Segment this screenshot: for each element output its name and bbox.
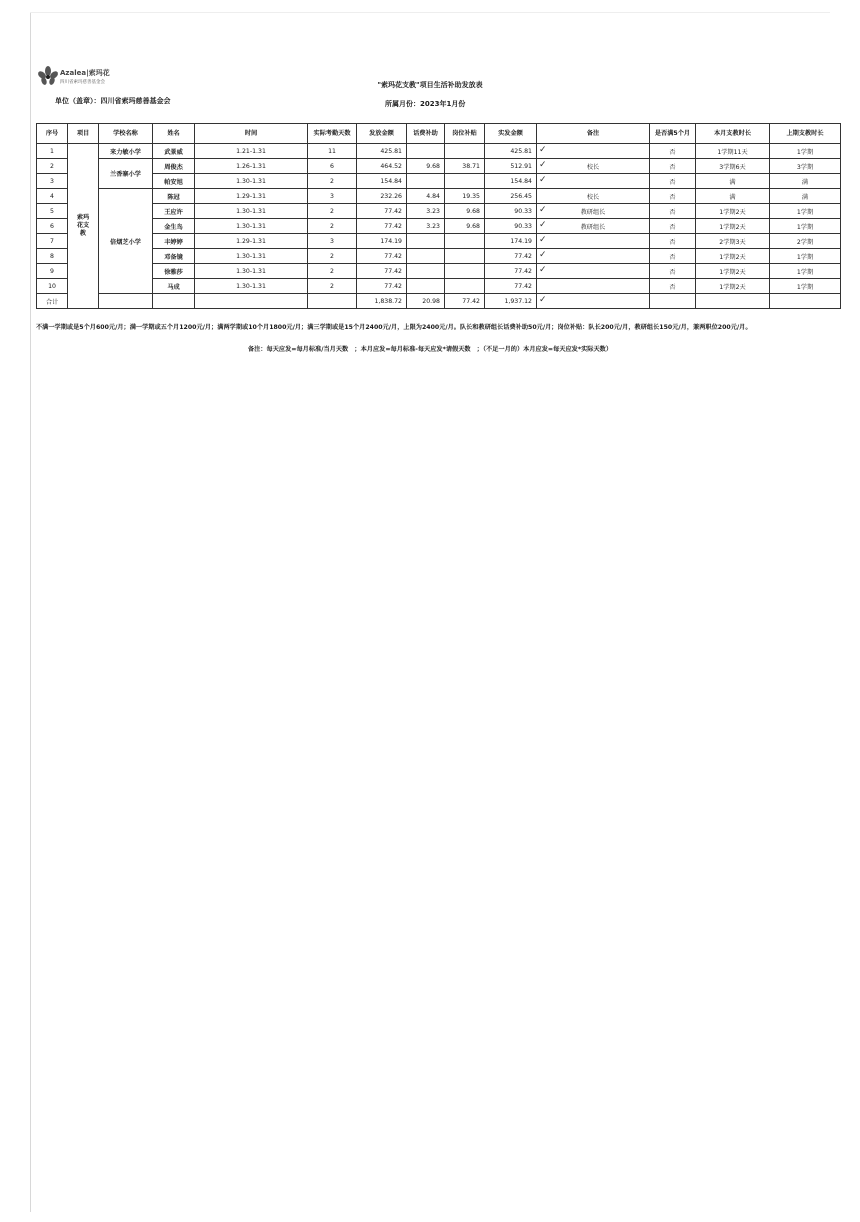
cell-actual: 256.45 (485, 189, 537, 204)
cell-this-term: 1学期2天 (696, 219, 770, 234)
cell-actual: 174.19 (485, 234, 537, 249)
table-row (37, 264, 841, 279)
cell-over5: 否 (650, 249, 696, 264)
document-title: "索玛花支教"项目生活补助发放表 (377, 81, 483, 89)
table-row (37, 189, 841, 204)
cell-over5: 否 (650, 219, 696, 234)
cell-seq: 9 (37, 264, 68, 279)
cell-total-actual: 1,937.12 (485, 294, 537, 309)
cell-last-term: 1学期 (770, 219, 841, 234)
standard-note: 不满一学期或是5个月600元/月；满一学期或五个月1200元/月；满两学期或10个月1800元/月；满三学期或是15个月2400元/月，上限为2400元/月。队长和教研组长话费补助50元/月；岗位补贴：队长200元/月，教研组长150元/月，兼两职位200元/月。 (36, 324, 752, 331)
header-name: 姓名 (153, 124, 195, 144)
cell-actual: 77.42 (485, 249, 537, 264)
cell-seq: 1 (37, 144, 68, 159)
cell-remark (537, 249, 650, 264)
cell-remark (537, 174, 650, 189)
check-mark-icon: ✓ (539, 265, 547, 275)
check-mark-icon: ✓ (539, 160, 547, 170)
cell-phone (407, 144, 445, 159)
cell-seq: 6 (37, 219, 68, 234)
table-row (37, 279, 841, 294)
table-row (37, 144, 841, 159)
cell-this-term: 1学期2天 (696, 204, 770, 219)
unit-line: 单位（盖章）：四川省索玛慈善基金会 (55, 97, 171, 105)
cell-post (445, 234, 485, 249)
cell-remark (537, 144, 650, 159)
table-row (37, 249, 841, 264)
header-amount: 发放金额 (357, 124, 407, 144)
cell-time: 1.30-1.31 (195, 249, 308, 264)
cell-over5: 否 (650, 264, 696, 279)
cell-phone: 3.23 (407, 219, 445, 234)
cell-post (445, 144, 485, 159)
cell-post: 38.71 (445, 159, 485, 174)
header-remark: 备注 (537, 124, 650, 144)
cell-phone (407, 234, 445, 249)
cell-seq: 5 (37, 204, 68, 219)
table-total-row (37, 294, 841, 309)
cell-total-amount: 1,838.72 (357, 294, 407, 309)
check-mark-icon: ✓ (539, 220, 547, 230)
cell-empty (308, 294, 357, 309)
cell-actual: 77.42 (485, 264, 537, 279)
table-row (37, 159, 841, 174)
cell-this-term: 1学期2天 (696, 249, 770, 264)
cell-amount: 425.81 (357, 144, 407, 159)
cell-seq: 2 (37, 159, 68, 174)
cell-seq: 8 (37, 249, 68, 264)
cell-last-term: 2学期 (770, 234, 841, 249)
cell-phone (407, 249, 445, 264)
table-row (37, 174, 841, 189)
cell-name: 丰婷婷 (153, 234, 195, 249)
cell-over5: 否 (650, 189, 696, 204)
check-mark-icon: ✓ (539, 250, 547, 260)
cell-phone: 9.68 (407, 159, 445, 174)
cell-amount: 77.42 (357, 264, 407, 279)
cell-amount: 77.42 (357, 279, 407, 294)
cell-this-term: 1学期11天 (696, 144, 770, 159)
cell-name: 武景威 (153, 144, 195, 159)
cell-phone: 3.23 (407, 204, 445, 219)
cell-total-post: 77.42 (445, 294, 485, 309)
cell-amount: 174.19 (357, 234, 407, 249)
cell-amount: 154.84 (357, 174, 407, 189)
cell-actual: 90.33 (485, 219, 537, 234)
cell-last-term: 1学期 (770, 249, 841, 264)
cell-remark (537, 234, 650, 249)
check-mark-icon: ✓ (539, 175, 547, 185)
cell-days: 2 (308, 264, 357, 279)
header-time: 时间 (195, 124, 308, 144)
cell-empty (99, 294, 153, 309)
page-edge (30, 12, 830, 13)
cell-name: 陈冠 (153, 189, 195, 204)
cell-time: 1.30-1.31 (195, 264, 308, 279)
cell-amount: 77.42 (357, 219, 407, 234)
cell-days: 3 (308, 189, 357, 204)
header-this-term: 本月支教时长 (696, 124, 770, 144)
cell-name: 王应许 (153, 204, 195, 219)
remark-text: 教研组长 (580, 223, 606, 231)
cell-days: 2 (308, 219, 357, 234)
cell-post: 9.68 (445, 219, 485, 234)
remark-text: 校长 (586, 193, 600, 201)
table-row (37, 219, 841, 234)
formula-note: 备注：每天应发=每月标准/当月天数 ；本月应发=每月标准-每天应发*请假天数 ；（不足一月的）本月应发=每天应发*实际天数） (247, 346, 613, 353)
cell-time: 1.26-1.31 (195, 159, 308, 174)
page-edge (30, 12, 31, 1212)
cell-phone (407, 264, 445, 279)
cell-time: 1.30-1.31 (195, 219, 308, 234)
cell-name: 金生鸟 (153, 219, 195, 234)
cell-name: 周俊杰 (153, 159, 195, 174)
cell-days: 6 (308, 159, 357, 174)
cell-post (445, 279, 485, 294)
header-post: 岗位补贴 (445, 124, 485, 144)
cell-days: 2 (308, 249, 357, 264)
cell-last-term: 1学期 (770, 264, 841, 279)
header-days: 实际考勤天数 (308, 124, 357, 144)
cell-post: 9.68 (445, 204, 485, 219)
header-seq: 序号 (37, 124, 68, 144)
cell-name: 邓备镜 (153, 249, 195, 264)
table-row (37, 204, 841, 219)
remark-text: 校长 (586, 163, 600, 171)
cell-this-term: 满 (696, 189, 770, 204)
logo-brand-text: Azalea|索玛花 (60, 69, 110, 77)
cell-last-term: 3学期 (770, 159, 841, 174)
cell-seq: 4 (37, 189, 68, 204)
cell-this-term: 满 (696, 174, 770, 189)
cell-over5: 否 (650, 159, 696, 174)
header-phone: 话费补助 (407, 124, 445, 144)
cell-actual: 154.84 (485, 174, 537, 189)
cell-actual: 425.81 (485, 144, 537, 159)
subsidy-table (36, 123, 841, 309)
table-row (37, 234, 841, 249)
cell-this-term: 2学期3天 (696, 234, 770, 249)
cell-days: 2 (308, 174, 357, 189)
cell-name: 马成 (153, 279, 195, 294)
cell-school: 倍烟芝小学 (99, 189, 153, 294)
cell-empty (153, 294, 195, 309)
cell-time: 1.30-1.31 (195, 174, 308, 189)
cell-over5: 否 (650, 204, 696, 219)
cell-last-term: 满 (770, 174, 841, 189)
table-header-row (37, 124, 841, 144)
cell-post: 19.35 (445, 189, 485, 204)
cell-empty (770, 294, 841, 309)
cell-empty (195, 294, 308, 309)
cell-empty (650, 294, 696, 309)
logo-sub-text: 四川省索玛慈善基金会 (60, 80, 105, 85)
period-line: 所属月份：2023年1月份 (385, 100, 466, 108)
cell-phone: 4.84 (407, 189, 445, 204)
cell-days: 2 (308, 204, 357, 219)
cell-last-term: 满 (770, 189, 841, 204)
cell-time: 1.29-1.31 (195, 189, 308, 204)
cell-phone (407, 174, 445, 189)
cell-amount: 464.52 (357, 159, 407, 174)
check-mark-icon: ✓ (539, 145, 547, 155)
cell-over5: 否 (650, 279, 696, 294)
header-school: 学校名称 (99, 124, 153, 144)
cell-seq: 3 (37, 174, 68, 189)
cell-post (445, 264, 485, 279)
cell-this-term: 1学期2天 (696, 264, 770, 279)
check-mark-icon: ✓ (539, 205, 547, 215)
cell-last-term: 1学期 (770, 279, 841, 294)
cell-this-term: 1学期2天 (696, 279, 770, 294)
cell-over5: 否 (650, 144, 696, 159)
cell-phone (407, 279, 445, 294)
cell-time: 1.21-1.31 (195, 144, 308, 159)
cell-time: 1.30-1.31 (195, 204, 308, 219)
cell-days: 2 (308, 279, 357, 294)
cell-remark (537, 204, 650, 219)
cell-over5: 否 (650, 174, 696, 189)
header-actual: 实发金额 (485, 124, 537, 144)
check-mark-icon: ✓ (539, 295, 547, 305)
cell-school: 兰香寨小学 (99, 159, 153, 189)
cell-remark (537, 219, 650, 234)
header-over5: 是否满5个月 (650, 124, 696, 144)
header-project: 项目 (68, 124, 99, 144)
cell-amount: 232.26 (357, 189, 407, 204)
cell-actual: 77.42 (485, 279, 537, 294)
cell-amount: 77.42 (357, 204, 407, 219)
cell-seq: 7 (37, 234, 68, 249)
cell-remark (537, 189, 650, 204)
cell-name: 徐雅莎 (153, 264, 195, 279)
cell-remark (537, 279, 650, 294)
cell-time: 1.29-1.31 (195, 234, 308, 249)
cell-total-phone: 20.98 (407, 294, 445, 309)
remark-text: 教研组长 (580, 208, 606, 216)
cell-amount: 77.42 (357, 249, 407, 264)
cell-post (445, 249, 485, 264)
cell-post (445, 174, 485, 189)
cell-days: 3 (308, 234, 357, 249)
cell-school: 来力敏小学 (99, 144, 153, 159)
cell-last-term: 1学期 (770, 204, 841, 219)
cell-remark (537, 264, 650, 279)
cell-actual: 512.91 (485, 159, 537, 174)
check-mark-icon: ✓ (539, 235, 547, 245)
cell-time: 1.30-1.31 (195, 279, 308, 294)
cell-actual: 90.33 (485, 204, 537, 219)
cell-days: 11 (308, 144, 357, 159)
cell-remark (537, 159, 650, 174)
cell-empty (696, 294, 770, 309)
cell-last-term: 1学期 (770, 144, 841, 159)
cell-over5: 否 (650, 234, 696, 249)
cell-this-term: 3学期6天 (696, 159, 770, 174)
cell-seq: 10 (37, 279, 68, 294)
cell-project: 索玛花支教 (68, 144, 99, 309)
cell-remark (537, 294, 650, 309)
cell-total-label: 合计 (37, 294, 68, 309)
cell-name: 帕安旭 (153, 174, 195, 189)
header-last-term: 上期支教时长 (770, 124, 841, 144)
